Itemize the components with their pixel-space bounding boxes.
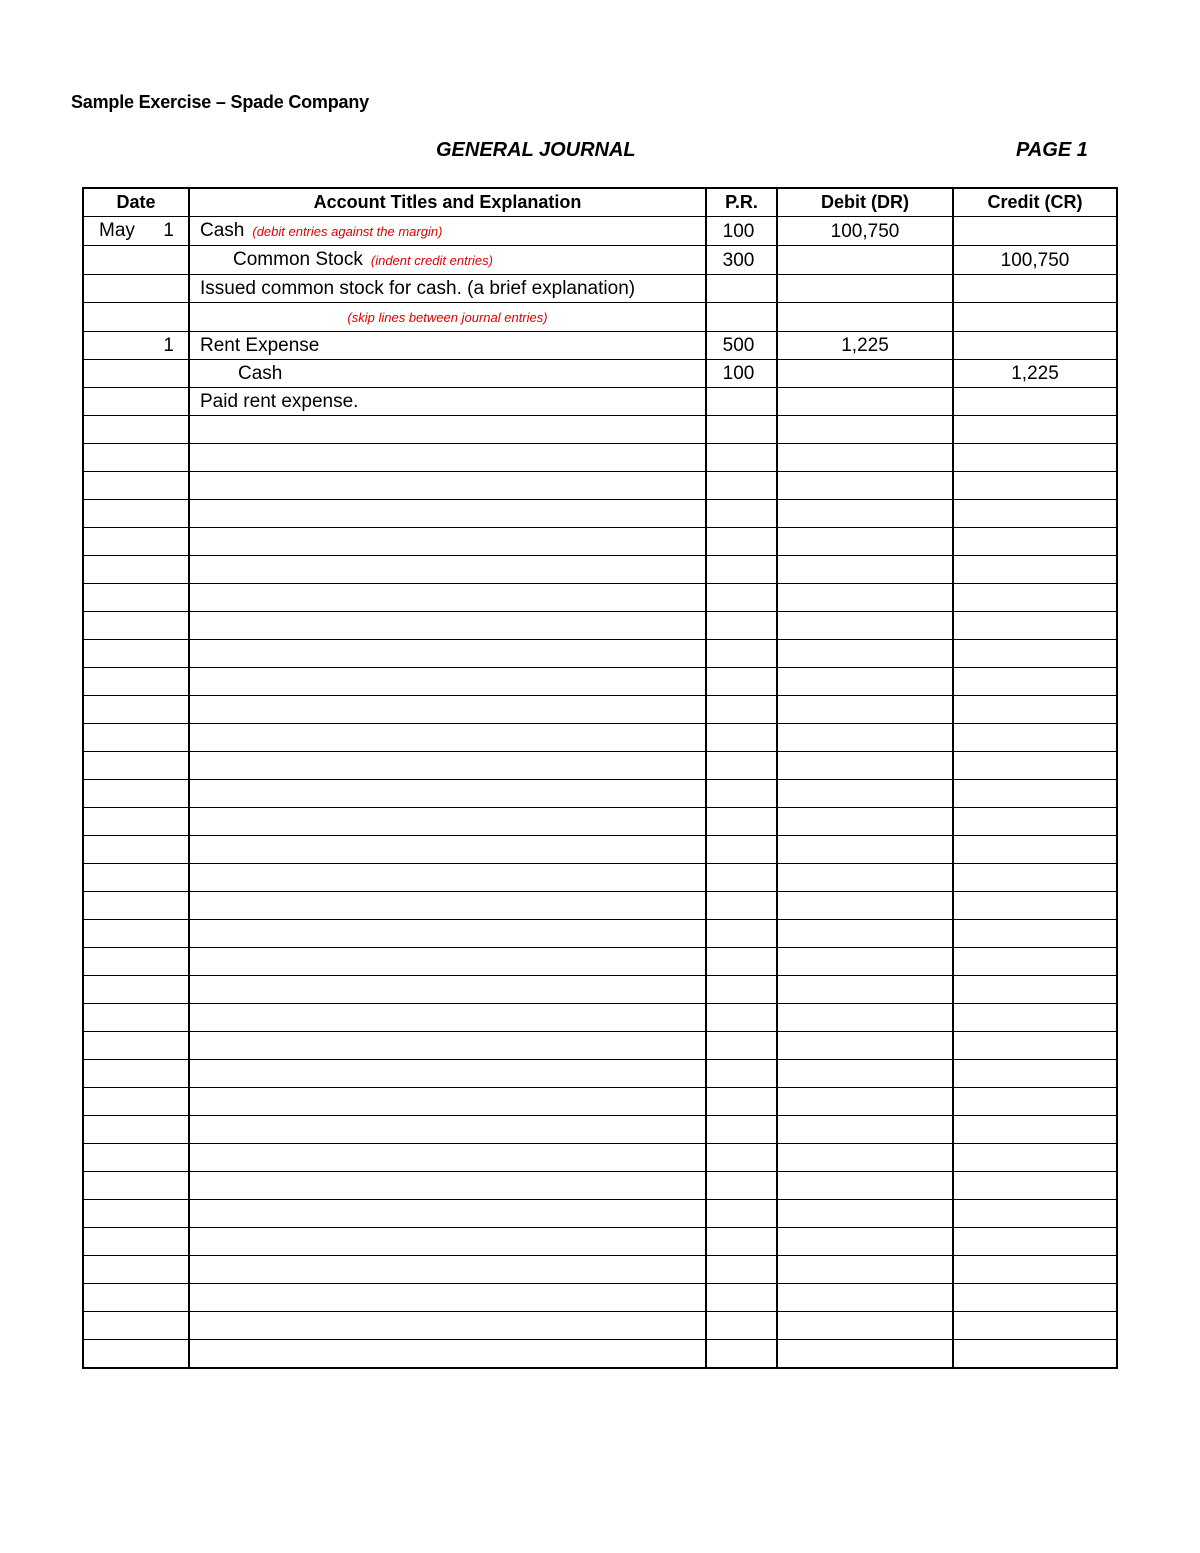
date-cell bbox=[83, 556, 189, 584]
date-cell bbox=[83, 1340, 189, 1369]
date-cell bbox=[83, 1004, 189, 1032]
pr-cell bbox=[706, 668, 777, 696]
debit-cell bbox=[777, 808, 953, 836]
account-cell bbox=[189, 217, 706, 246]
date-cell bbox=[83, 864, 189, 892]
debit-cell bbox=[777, 416, 953, 444]
pr-cell bbox=[706, 1200, 777, 1228]
date-cell bbox=[83, 1284, 189, 1312]
account-cell bbox=[189, 1088, 706, 1116]
credit-cell bbox=[953, 864, 1117, 892]
pr-cell bbox=[706, 1172, 777, 1200]
debit-cell bbox=[777, 640, 953, 668]
credit-cell bbox=[953, 780, 1117, 808]
date-cell bbox=[83, 696, 189, 724]
pr-cell bbox=[706, 920, 777, 948]
empty-journal-row bbox=[83, 1032, 1117, 1060]
account-cell bbox=[189, 1116, 706, 1144]
credit-cell bbox=[953, 1284, 1117, 1312]
account-cell bbox=[189, 1284, 706, 1312]
credit-cell bbox=[953, 640, 1117, 668]
empty-journal-row bbox=[83, 1256, 1117, 1284]
debit-cell bbox=[777, 1088, 953, 1116]
credit-cell bbox=[953, 920, 1117, 948]
instruction-note: (indent credit entries) bbox=[370, 253, 493, 268]
account-cell bbox=[189, 1060, 706, 1088]
date-cell bbox=[83, 1144, 189, 1172]
empty-journal-row bbox=[83, 864, 1117, 892]
account-cell bbox=[189, 1144, 706, 1172]
account-cell bbox=[189, 668, 706, 696]
pr-cell bbox=[706, 275, 777, 303]
date-month: May bbox=[99, 220, 135, 241]
account-cell: Issued common stock for cash. (a brief explanation) bbox=[189, 275, 706, 303]
credit-cell bbox=[953, 584, 1117, 612]
credit-cell bbox=[953, 217, 1117, 246]
debit-cell bbox=[777, 1200, 953, 1228]
empty-journal-row bbox=[83, 1116, 1117, 1144]
pr-cell: 100 bbox=[706, 360, 777, 388]
empty-rows bbox=[83, 416, 1117, 1369]
header-row bbox=[83, 188, 1117, 217]
empty-journal-row bbox=[83, 556, 1117, 584]
credit-cell bbox=[953, 1172, 1117, 1200]
credit-cell bbox=[953, 668, 1117, 696]
account-cell bbox=[189, 1340, 706, 1369]
debit-cell bbox=[777, 556, 953, 584]
empty-journal-row bbox=[83, 1088, 1117, 1116]
pr-cell bbox=[706, 556, 777, 584]
pr-cell bbox=[706, 1228, 777, 1256]
pr-cell bbox=[706, 1256, 777, 1284]
debit-cell bbox=[777, 303, 953, 332]
debit-cell bbox=[777, 1284, 953, 1312]
date-cell bbox=[83, 836, 189, 864]
empty-journal-row bbox=[83, 1312, 1117, 1340]
account-cell bbox=[189, 500, 706, 528]
empty-journal-row bbox=[83, 892, 1117, 920]
account-title: Cash bbox=[200, 220, 245, 241]
account-cell bbox=[189, 246, 706, 275]
empty-journal-row bbox=[83, 1284, 1117, 1312]
account-cell bbox=[189, 612, 706, 640]
debit-cell bbox=[777, 948, 953, 976]
credit-cell bbox=[953, 1228, 1117, 1256]
empty-journal-row bbox=[83, 528, 1117, 556]
empty-journal-row bbox=[83, 1060, 1117, 1088]
pr-cell bbox=[706, 1284, 777, 1312]
debit-cell bbox=[777, 780, 953, 808]
empty-journal-row bbox=[83, 1200, 1117, 1228]
credit-cell bbox=[953, 724, 1117, 752]
empty-journal-row bbox=[83, 696, 1117, 724]
account-cell bbox=[189, 528, 706, 556]
account-cell bbox=[189, 1312, 706, 1340]
pr-cell bbox=[706, 444, 777, 472]
empty-journal-row bbox=[83, 1172, 1117, 1200]
debit-cell bbox=[777, 612, 953, 640]
pr-cell bbox=[706, 1116, 777, 1144]
debit-cell bbox=[777, 1004, 953, 1032]
credit-cell bbox=[953, 275, 1117, 303]
account-cell: Rent Expense bbox=[189, 332, 706, 360]
pr-cell bbox=[706, 836, 777, 864]
date-cell bbox=[83, 1088, 189, 1116]
debit-cell bbox=[777, 696, 953, 724]
credit-cell bbox=[953, 332, 1117, 360]
credit-cell bbox=[953, 1144, 1117, 1172]
credit-cell bbox=[953, 1256, 1117, 1284]
empty-journal-row bbox=[83, 1228, 1117, 1256]
credit-cell bbox=[953, 808, 1117, 836]
account-cell bbox=[189, 808, 706, 836]
empty-journal-row bbox=[83, 752, 1117, 780]
pr-cell bbox=[706, 1312, 777, 1340]
empty-journal-row bbox=[83, 668, 1117, 696]
credit-cell bbox=[953, 388, 1117, 416]
pr-cell bbox=[706, 864, 777, 892]
date-cell bbox=[83, 246, 189, 275]
journal-row bbox=[83, 332, 1117, 360]
debit-cell: 100,750 bbox=[777, 217, 953, 246]
debit-cell bbox=[777, 668, 953, 696]
pr-cell bbox=[706, 640, 777, 668]
journal-row bbox=[83, 388, 1117, 416]
date-cell bbox=[83, 500, 189, 528]
empty-journal-row bbox=[83, 780, 1117, 808]
date-cell bbox=[83, 584, 189, 612]
pr-cell bbox=[706, 948, 777, 976]
debit-cell bbox=[777, 1228, 953, 1256]
empty-journal-row bbox=[83, 1004, 1117, 1032]
account-cell bbox=[189, 303, 706, 332]
account-cell: Paid rent expense. bbox=[189, 388, 706, 416]
journal-row bbox=[83, 246, 1117, 275]
debit-cell bbox=[777, 864, 953, 892]
credit-cell bbox=[953, 948, 1117, 976]
journal-row bbox=[83, 303, 1117, 332]
debit-cell bbox=[777, 246, 953, 275]
date-cell bbox=[83, 1060, 189, 1088]
credit-cell bbox=[953, 976, 1117, 1004]
empty-journal-row bbox=[83, 612, 1117, 640]
date-cell bbox=[83, 388, 189, 416]
general-journal-table bbox=[82, 187, 1118, 1369]
debit-cell: 1,225 bbox=[777, 332, 953, 360]
credit-cell bbox=[953, 1004, 1117, 1032]
account-header: Account Titles and Explanation bbox=[189, 188, 706, 217]
credit-header: Credit (CR) bbox=[953, 188, 1117, 217]
debit-cell bbox=[777, 1116, 953, 1144]
date-day: 1 bbox=[163, 220, 174, 241]
pr-cell bbox=[706, 612, 777, 640]
account-cell bbox=[189, 976, 706, 1004]
empty-journal-row bbox=[83, 444, 1117, 472]
empty-journal-row bbox=[83, 416, 1117, 444]
empty-journal-row bbox=[83, 920, 1117, 948]
date-cell bbox=[83, 640, 189, 668]
account-cell bbox=[189, 780, 706, 808]
debit-cell bbox=[777, 976, 953, 1004]
debit-cell bbox=[777, 1256, 953, 1284]
date-cell bbox=[83, 780, 189, 808]
pr-cell: 100 bbox=[706, 217, 777, 246]
empty-journal-row bbox=[83, 1340, 1117, 1369]
debit-cell bbox=[777, 500, 953, 528]
credit-cell bbox=[953, 1200, 1117, 1228]
credit-cell bbox=[953, 1340, 1117, 1369]
date-cell bbox=[83, 892, 189, 920]
debit-cell bbox=[777, 360, 953, 388]
debit-cell bbox=[777, 724, 953, 752]
pr-header: P.R. bbox=[706, 188, 777, 217]
date-cell bbox=[83, 1312, 189, 1340]
debit-cell bbox=[777, 1312, 953, 1340]
credit-cell bbox=[953, 1060, 1117, 1088]
debit-cell bbox=[777, 1340, 953, 1369]
credit-cell bbox=[953, 836, 1117, 864]
credit-cell: 100,750 bbox=[953, 246, 1117, 275]
date-cell bbox=[83, 416, 189, 444]
account-cell bbox=[189, 1256, 706, 1284]
debit-cell bbox=[777, 1032, 953, 1060]
date-cell bbox=[83, 976, 189, 1004]
account-cell bbox=[189, 892, 706, 920]
account-cell bbox=[189, 556, 706, 584]
date-header: Date bbox=[83, 188, 189, 217]
date-day: 1 bbox=[163, 335, 174, 356]
credit-cell bbox=[953, 556, 1117, 584]
debit-cell bbox=[777, 388, 953, 416]
empty-journal-row bbox=[83, 584, 1117, 612]
account-title: Common Stock bbox=[233, 249, 363, 270]
credit-cell bbox=[953, 612, 1117, 640]
account-cell bbox=[189, 584, 706, 612]
debit-cell bbox=[777, 1172, 953, 1200]
credit-cell bbox=[953, 1032, 1117, 1060]
pr-cell bbox=[706, 1088, 777, 1116]
pr-cell bbox=[706, 416, 777, 444]
account-cell bbox=[189, 752, 706, 780]
document-title: Sample Exercise – Spade Company bbox=[71, 92, 369, 112]
pr-cell bbox=[706, 808, 777, 836]
date-cell bbox=[83, 1228, 189, 1256]
account-cell bbox=[189, 416, 706, 444]
debit-cell bbox=[777, 584, 953, 612]
empty-journal-row bbox=[83, 836, 1117, 864]
account-cell bbox=[189, 724, 706, 752]
empty-journal-row bbox=[83, 724, 1117, 752]
account-cell bbox=[189, 696, 706, 724]
account-cell bbox=[189, 1004, 706, 1032]
journal-row bbox=[83, 275, 1117, 303]
empty-journal-row bbox=[83, 500, 1117, 528]
debit-cell bbox=[777, 528, 953, 556]
pr-cell bbox=[706, 584, 777, 612]
pr-cell bbox=[706, 724, 777, 752]
debit-header: Debit (DR) bbox=[777, 188, 953, 217]
credit-cell bbox=[953, 303, 1117, 332]
date-cell bbox=[83, 275, 189, 303]
debit-cell bbox=[777, 472, 953, 500]
pr-cell bbox=[706, 528, 777, 556]
credit-cell bbox=[953, 752, 1117, 780]
account-cell bbox=[189, 948, 706, 976]
pr-cell bbox=[706, 696, 777, 724]
account-cell bbox=[189, 920, 706, 948]
account-cell bbox=[189, 1032, 706, 1060]
credit-cell bbox=[953, 444, 1117, 472]
account-cell bbox=[189, 640, 706, 668]
pr-cell bbox=[706, 1340, 777, 1369]
date-cell bbox=[83, 1116, 189, 1144]
credit-cell bbox=[953, 696, 1117, 724]
instruction-note: (debit entries against the margin) bbox=[252, 224, 443, 239]
account-cell bbox=[189, 444, 706, 472]
debit-cell bbox=[777, 892, 953, 920]
date-cell bbox=[83, 472, 189, 500]
pr-cell bbox=[706, 1032, 777, 1060]
pr-cell bbox=[706, 976, 777, 1004]
date-cell bbox=[83, 303, 189, 332]
date-cell bbox=[83, 444, 189, 472]
debit-cell bbox=[777, 1060, 953, 1088]
debit-cell bbox=[777, 275, 953, 303]
account-cell bbox=[189, 1172, 706, 1200]
date-cell bbox=[83, 1032, 189, 1060]
date-cell bbox=[83, 668, 189, 696]
date-cell bbox=[83, 1200, 189, 1228]
pr-cell bbox=[706, 780, 777, 808]
account-cell bbox=[189, 864, 706, 892]
debit-cell bbox=[777, 752, 953, 780]
instruction-note: (skip lines between journal entries) bbox=[347, 310, 548, 325]
pr-cell bbox=[706, 1144, 777, 1172]
empty-journal-row bbox=[83, 808, 1117, 836]
journal-title: GENERAL JOURNAL bbox=[436, 139, 636, 161]
pr-cell bbox=[706, 752, 777, 780]
account-cell bbox=[189, 472, 706, 500]
pr-cell: 300 bbox=[706, 246, 777, 275]
date-cell bbox=[83, 612, 189, 640]
credit-cell bbox=[953, 1116, 1117, 1144]
debit-cell bbox=[777, 1144, 953, 1172]
pr-cell bbox=[706, 1004, 777, 1032]
credit-cell bbox=[953, 472, 1117, 500]
journal-row bbox=[83, 217, 1117, 246]
empty-journal-row bbox=[83, 1144, 1117, 1172]
date-cell bbox=[83, 752, 189, 780]
date-cell bbox=[83, 808, 189, 836]
pr-cell bbox=[706, 388, 777, 416]
pr-cell bbox=[706, 1060, 777, 1088]
empty-journal-row bbox=[83, 640, 1117, 668]
empty-journal-row bbox=[83, 948, 1117, 976]
credit-cell bbox=[953, 892, 1117, 920]
credit-cell bbox=[953, 500, 1117, 528]
date-cell bbox=[83, 217, 189, 246]
date-cell bbox=[83, 332, 189, 360]
date-cell bbox=[83, 724, 189, 752]
account-cell bbox=[189, 836, 706, 864]
credit-cell bbox=[953, 1312, 1117, 1340]
date-cell bbox=[83, 1172, 189, 1200]
credit-cell bbox=[953, 528, 1117, 556]
date-cell bbox=[83, 920, 189, 948]
pr-cell bbox=[706, 303, 777, 332]
credit-cell bbox=[953, 416, 1117, 444]
empty-journal-row bbox=[83, 472, 1117, 500]
pr-cell bbox=[706, 472, 777, 500]
date-cell bbox=[83, 360, 189, 388]
account-cell bbox=[189, 1200, 706, 1228]
journal-row bbox=[83, 360, 1117, 388]
credit-cell bbox=[953, 1088, 1117, 1116]
credit-cell: 1,225 bbox=[953, 360, 1117, 388]
date-cell bbox=[83, 948, 189, 976]
account-cell: Cash bbox=[189, 360, 706, 388]
date-cell bbox=[83, 1256, 189, 1284]
pr-cell bbox=[706, 892, 777, 920]
debit-cell bbox=[777, 836, 953, 864]
page-label: PAGE 1 bbox=[1016, 139, 1088, 161]
debit-cell bbox=[777, 444, 953, 472]
account-cell bbox=[189, 1228, 706, 1256]
debit-cell bbox=[777, 920, 953, 948]
pr-cell: 500 bbox=[706, 332, 777, 360]
empty-journal-row bbox=[83, 976, 1117, 1004]
pr-cell bbox=[706, 500, 777, 528]
date-cell bbox=[83, 528, 189, 556]
